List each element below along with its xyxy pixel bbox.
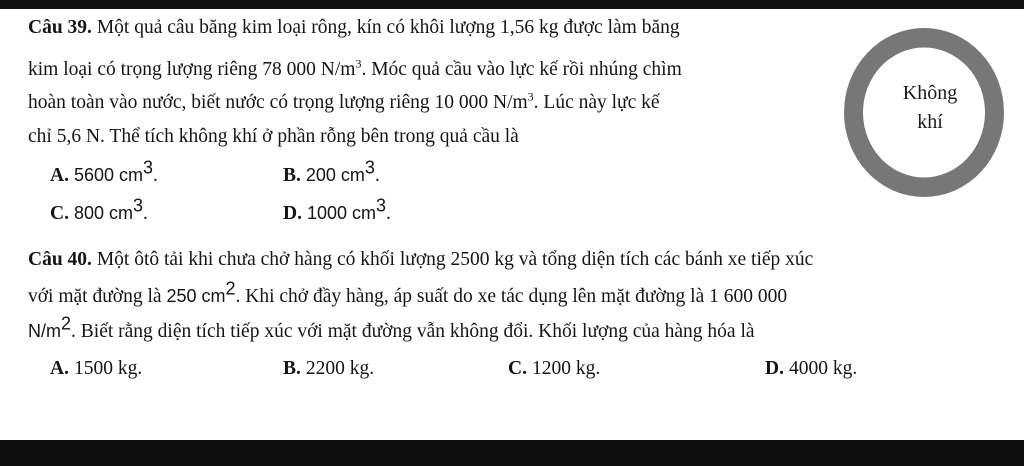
q39-option-a[interactable] [50, 157, 158, 188]
option-value: 800 cm [73, 203, 133, 223]
option-value: 200 cm [305, 165, 365, 185]
option-value: 1500 kg. [73, 358, 143, 379]
option-value: 1200 kg. [531, 358, 601, 379]
q40-option-a[interactable] [50, 357, 142, 381]
option-end: . [153, 165, 158, 186]
q39-line4-text: chỉ 5,6 N. Thể tích không khí ở phần rỗng bên trong quả cầu là [28, 126, 519, 147]
option-end: . [386, 203, 391, 224]
q40-line2-text-a: với mặt đường là [28, 286, 167, 307]
q39-line1-text: Một quả câu băng kim loại rông, kín có khôi lượng 1,56 kg được làm băng [96, 17, 680, 38]
q40-line3-value: N/m [28, 321, 61, 341]
q39-line2-text-a: kim loại có trọng lượng riêng 78 000 N/m [28, 59, 356, 80]
q40-line2-text-b: . Khi chở đầy hàng, áp suất do xe tác dụng lên mặt đường là 1 600 000 [235, 286, 788, 307]
q40-option-c[interactable] [508, 357, 600, 381]
q40-line1-text: Một ôtô tải khi chưa chở hàng có khối lượng 2500 kg và tổng diện tích các bánh xe tiếp xúc [96, 249, 814, 270]
q39-line-1 [28, 16, 680, 40]
q40-line-2 [28, 278, 788, 309]
q39-line2-text-b: . Móc quả cầu vào lực kế rồi nhúng chìm [361, 59, 682, 80]
q39-line3-exponent: 3 [527, 89, 534, 104]
option-key: D. [765, 358, 784, 379]
q40-line-1 [28, 248, 813, 272]
option-key: A. [50, 165, 69, 186]
q39-label: Câu 39. [28, 17, 92, 38]
q40-label: Câu 40. [28, 249, 92, 270]
option-exponent: 3 [143, 157, 154, 178]
option-value: 1000 cm [306, 203, 377, 223]
option-key: A. [50, 358, 69, 379]
q40-line3-text: . Biết rằng diện tích tiếp xúc với mặt đường vẫn không đổi. Khối lượng của hàng hóa là [71, 321, 755, 342]
q39-line-3 [28, 91, 660, 115]
q39-line-4 [28, 125, 519, 149]
q39-option-b[interactable] [283, 157, 380, 188]
q39-line3-text-b: . Lúc này lực kế [533, 92, 660, 113]
option-exponent: 3 [376, 195, 387, 216]
q40-line2-exponent: 2 [225, 278, 236, 299]
q39-line3-text-a: hoàn toàn vào nước, biết nước có trọng lượng riêng 10 000 N/m [28, 92, 528, 113]
bottom-dark-band [0, 440, 1024, 466]
q40-option-b[interactable] [283, 357, 374, 381]
option-value: 5600 cm [73, 165, 144, 185]
option-key: D. [283, 203, 302, 224]
option-key: C. [50, 203, 69, 224]
figure-label-line2: khí [917, 111, 943, 133]
top-dark-band [0, 0, 1024, 9]
option-key: B. [283, 165, 301, 186]
option-end: . [374, 165, 380, 186]
q40-line-3 [28, 313, 755, 344]
q39-line-2 [28, 58, 682, 82]
option-exponent: 3 [364, 157, 375, 178]
option-key: C. [508, 358, 527, 379]
option-exponent: 3 [133, 195, 144, 216]
figure-label-line1: Không [902, 82, 958, 104]
option-key: B. [283, 358, 301, 379]
option-value: 2200 kg. [305, 358, 375, 379]
q40-option-d[interactable] [765, 357, 857, 381]
q39-option-c[interactable] [50, 195, 148, 226]
q39-option-d[interactable] [283, 195, 391, 226]
q40-line3-exponent: 2 [61, 313, 72, 334]
hollow-sphere-figure [843, 27, 1005, 198]
q39-line2-exponent: 3 [355, 56, 362, 71]
option-value: 4000 kg. [788, 358, 858, 379]
option-end: . [143, 203, 148, 224]
q40-line2-value: 250 cm [166, 286, 226, 306]
